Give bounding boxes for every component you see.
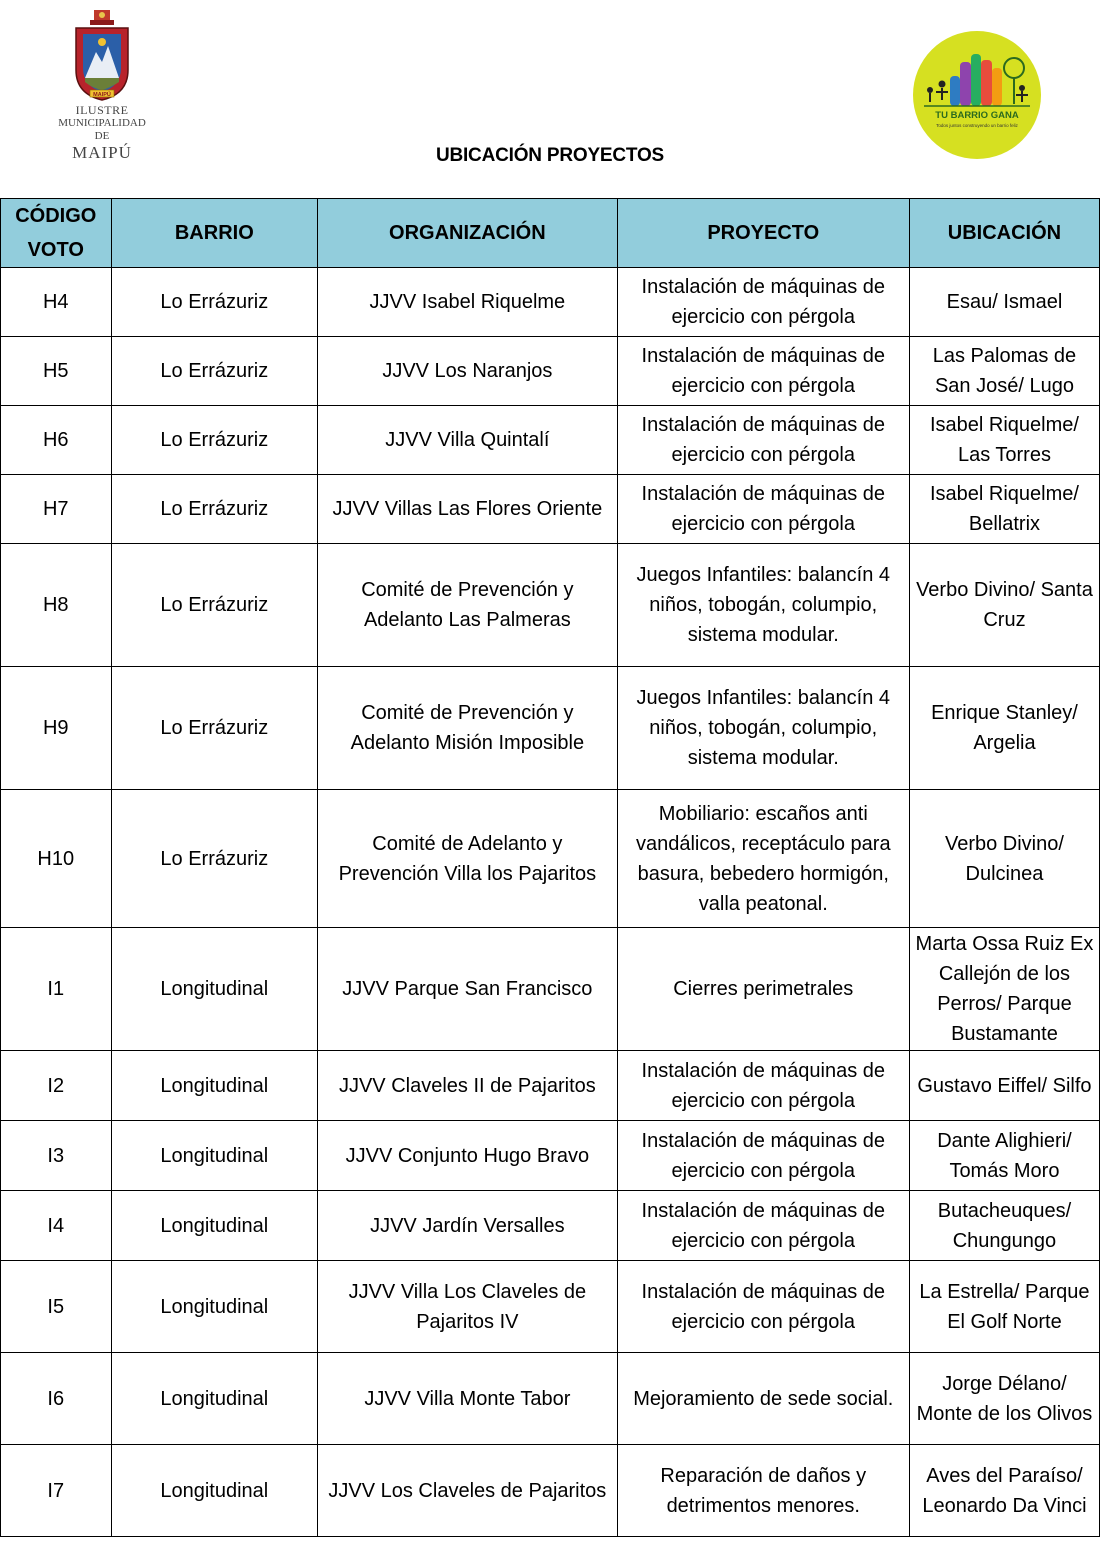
cell-codigo: H10 [1, 790, 112, 928]
cell-ubicacion: Enrique Stanley/ Argelia [909, 667, 1099, 790]
cell-barrio: Longitudinal [111, 1445, 318, 1537]
cell-organizacion: JJVV Los Naranjos [318, 337, 618, 406]
cell-ubicacion: Dante Alighieri/ Tomás Moro [909, 1121, 1099, 1191]
cell-codigo: I1 [1, 928, 112, 1051]
cell-codigo: H4 [1, 268, 112, 337]
cell-codigo: I3 [1, 1121, 112, 1191]
cell-ubicacion: Gustavo Eiffel/ Silfo [909, 1051, 1099, 1121]
municipality-line2: MUNICIPALIDAD DE [58, 117, 146, 142]
municipality-line1: ILUSTRE [75, 103, 129, 117]
cell-codigo: I7 [1, 1445, 112, 1537]
cell-proyecto: Instalación de máquinas de ejercicio con pérgola [617, 337, 909, 406]
cell-codigo: H9 [1, 667, 112, 790]
table-row [1, 1191, 1100, 1261]
cell-barrio: Longitudinal [111, 1121, 318, 1191]
program-logo-tagline: Todos juntos construyendo un barrio feliz [936, 123, 1018, 128]
cell-organizacion: JJVV Jardín Versalles [318, 1191, 618, 1261]
cell-organizacion: JJVV Villa Monte Tabor [318, 1353, 618, 1445]
cell-proyecto: Juegos Infantiles: balancín 4 niños, tobogán, columpio, sistema modular. [617, 667, 909, 790]
table-row [1, 790, 1100, 928]
cell-ubicacion: Las Palomas de San José/ Lugo [909, 337, 1099, 406]
tu-barrio-gana-emblem-icon [902, 30, 1052, 160]
cell-barrio: Longitudinal [111, 1353, 318, 1445]
cell-proyecto: Instalación de máquinas de ejercicio con pérgola [617, 1121, 909, 1191]
cell-ubicacion: Marta Ossa Ruiz Ex Callejón de los Perros/ Parque Bustamante [909, 928, 1099, 1051]
program-logo-name: TU BARRIO GANA [935, 110, 1019, 121]
page-title: UBICACIÓN PROYECTOS [435, 145, 665, 166]
table-row [1, 337, 1100, 406]
cell-barrio: Longitudinal [111, 928, 318, 1051]
cell-codigo: I6 [1, 1353, 112, 1445]
cell-organizacion: JJVV Villas Las Flores Oriente [318, 475, 618, 544]
cell-barrio: Lo Errázuriz [111, 790, 318, 928]
cell-organizacion: JJVV Villa Quintalí [318, 406, 618, 475]
cell-proyecto: Cierres perimetrales [617, 928, 909, 1051]
cell-proyecto: Instalación de máquinas de ejercicio con pérgola [617, 475, 909, 544]
projects-table [0, 198, 1100, 1537]
tu-barrio-gana-logo [902, 30, 1052, 160]
table-row [1, 406, 1100, 475]
table-row [1, 544, 1100, 667]
cell-barrio: Lo Errázuriz [111, 544, 318, 667]
table-row [1, 268, 1100, 337]
page-header [0, 0, 1100, 200]
cell-codigo: H6 [1, 406, 112, 475]
cell-barrio: Lo Errázuriz [111, 406, 318, 475]
municipality-line3: MAIPÚ [72, 143, 132, 162]
table-row [1, 667, 1100, 790]
cell-ubicacion: Isabel Riquelme/ Bellatrix [909, 475, 1099, 544]
table-row [1, 1445, 1100, 1537]
table-row [1, 928, 1100, 1051]
column-header-codigo: CÓDIGO VOTO [1, 199, 112, 268]
cell-ubicacion: Esau/ Ismael [909, 268, 1099, 337]
cell-ubicacion: Isabel Riquelme/ Las Torres [909, 406, 1099, 475]
municipality-shield-icon [70, 8, 134, 104]
cell-organizacion: JJVV Villa Los Claveles de Pajaritos IV [318, 1261, 618, 1353]
table-row [1, 475, 1100, 544]
cell-proyecto: Juegos Infantiles: balancín 4 niños, tobogán, columpio, sistema modular. [617, 544, 909, 667]
column-header-proyecto: PROYECTO [617, 199, 909, 268]
cell-ubicacion: Verbo Divino/ Santa Cruz [909, 544, 1099, 667]
municipality-logo [52, 8, 152, 162]
cell-codigo: H8 [1, 544, 112, 667]
cell-barrio: Lo Errázuriz [111, 475, 318, 544]
cell-proyecto: Instalación de máquinas de ejercicio con pérgola [617, 1191, 909, 1261]
cell-organizacion: Comité de Prevención y Adelanto Misión Imposible [318, 667, 618, 790]
cell-organizacion: JJVV Isabel Riquelme [318, 268, 618, 337]
cell-barrio: Lo Errázuriz [111, 268, 318, 337]
table-header-row [1, 199, 1100, 268]
cell-organizacion: JJVV Conjunto Hugo Bravo [318, 1121, 618, 1191]
cell-ubicacion: Butacheuques/ Chungungo [909, 1191, 1099, 1261]
table-row [1, 1261, 1100, 1353]
cell-barrio: Longitudinal [111, 1261, 318, 1353]
cell-codigo: H7 [1, 475, 112, 544]
cell-ubicacion: La Estrella/ Parque El Golf Norte [909, 1261, 1099, 1353]
cell-organizacion: JJVV Los Claveles de Pajaritos [318, 1445, 618, 1537]
cell-barrio: Longitudinal [111, 1051, 318, 1121]
column-header-barrio: BARRIO [111, 199, 318, 268]
svg-text:MAIPÚ: MAIPÚ [93, 92, 111, 98]
cell-proyecto: Instalación de máquinas de ejercicio con pérgola [617, 1261, 909, 1353]
cell-organizacion: JJVV Parque San Francisco [318, 928, 618, 1051]
cell-organizacion: Comité de Adelanto y Prevención Villa los Pajaritos [318, 790, 618, 928]
cell-barrio: Lo Errázuriz [111, 337, 318, 406]
table-row [1, 1121, 1100, 1191]
cell-codigo: I4 [1, 1191, 112, 1261]
cell-proyecto: Instalación de máquinas de ejercicio con pérgola [617, 268, 909, 337]
cell-organizacion: Comité de Prevención y Adelanto Las Palmeras [318, 544, 618, 667]
column-header-organizacion: ORGANIZACIÓN [318, 199, 618, 268]
cell-codigo: I5 [1, 1261, 112, 1353]
cell-ubicacion: Jorge Délano/ Monte de los Olivos [909, 1353, 1099, 1445]
cell-ubicacion: Aves del Paraíso/ Leonardo Da Vinci [909, 1445, 1099, 1537]
table-row [1, 1051, 1100, 1121]
cell-proyecto: Instalación de máquinas de ejercicio con pérgola [617, 406, 909, 475]
column-header-ubicacion: UBICACIÓN [909, 199, 1099, 268]
cell-proyecto: Instalación de máquinas de ejercicio con pérgola [617, 1051, 909, 1121]
cell-ubicacion: Verbo Divino/ Dulcinea [909, 790, 1099, 928]
cell-proyecto: Reparación de daños y detrimentos menores. [617, 1445, 909, 1537]
cell-codigo: H5 [1, 337, 112, 406]
cell-barrio: Longitudinal [111, 1191, 318, 1261]
cell-proyecto: Mobiliario: escaños anti vandálicos, receptáculo para basura, bebedero hormigón, valla peatonal. [617, 790, 909, 928]
cell-codigo: I2 [1, 1051, 112, 1121]
cell-barrio: Lo Errázuriz [111, 667, 318, 790]
cell-organizacion: JJVV Claveles II de Pajaritos [318, 1051, 618, 1121]
cell-proyecto: Mejoramiento de sede social. [617, 1353, 909, 1445]
table-row [1, 1353, 1100, 1445]
